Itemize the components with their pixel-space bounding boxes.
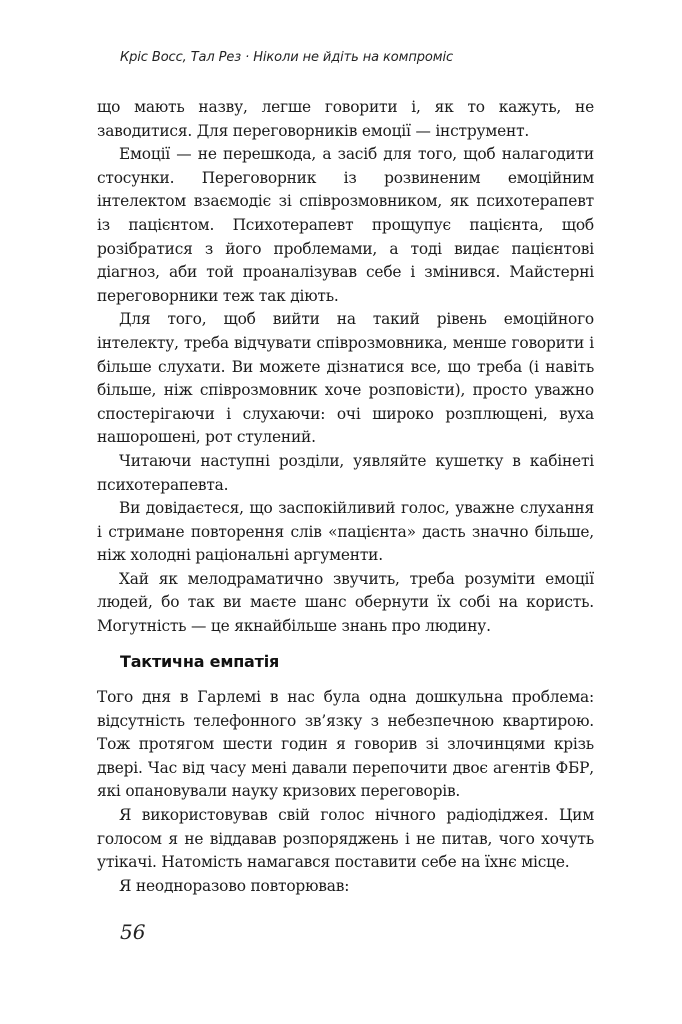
running-header: Кріс Восс, Тал Рез · Ніколи не йдіть на компроміс <box>120 50 454 65</box>
paragraph: Читаючи наступні розділи, уявляйте кушетку в кабінеті психотерапевта. <box>97 451 594 494</box>
page-number: 56 <box>120 920 146 944</box>
body-text-bottom <box>97 686 594 898</box>
paragraph: Того дня в Гарлемі в нас була одна дошкульна проблема: відсутність телефонного зв’язку з небезпечною квартирою. Тож протягом шести годин я говорив зі злочинцями крізь двері. Час від часу мені давали перепочити двоє агентів ФБР, які опановували науку кризових переговорів. <box>97 688 594 801</box>
paragraph: Ви довідаєтеся, що заспокійливий голос, уважне слухання і стримане повторення слів «пацієнта» дасть значно більше, ніж холодні раціональні аргументи. <box>97 499 594 565</box>
section-heading: Тактична емпатія <box>120 652 280 671</box>
paragraph: Хай як мелодраматично звучить, треба розуміти емоції людей, бо так ви маєте шанс обернути їх собі на користь. Могутність — це якнайбільше знань про людину. <box>97 569 594 636</box>
paragraph: Емоції — не перешкода, а засіб для того, щоб налагодити стосунки. Переговорник із розвиненим емоційним інтелектом взаємодіє зі співрозмовником, як психотерапевт із пацієнтом. Психотерапевт прощупує пацієнта, щоб розібратися з його проблемами, а тоді видає пацієнтові діагноз, аби той проаналізував себе і змінився. Майстерні переговорники теж так діють. <box>97 145 594 305</box>
paragraph: що мають назву, легше говорити і, як то кажуть, не заводитися. Для переговорників емоції — інструмент. <box>97 98 594 140</box>
paragraph: Для того, щоб вийти на такий рівень емоційного інтелекту, треба відчувати співрозмовника, менше говорити і більше слухати. Ви можете дізнатися все, що треба (і навіть більше, ніж співрозмовник хоче розповісти), просто уважно спостерігаючи і слухаючи: очі широко розплющені, вуха нашорошені, рот стулений. <box>97 310 594 447</box>
body-text-top <box>97 96 594 639</box>
paragraph: Я використовував свій голос нічного радіодіджея. Цим голосом я не віддавав розпоряджень і не питав, чого хочуть утікачі. Натомість намагався поставити себе на їхнє місце. <box>97 805 594 872</box>
paragraph: Я неодноразово повторював: <box>119 876 350 895</box>
